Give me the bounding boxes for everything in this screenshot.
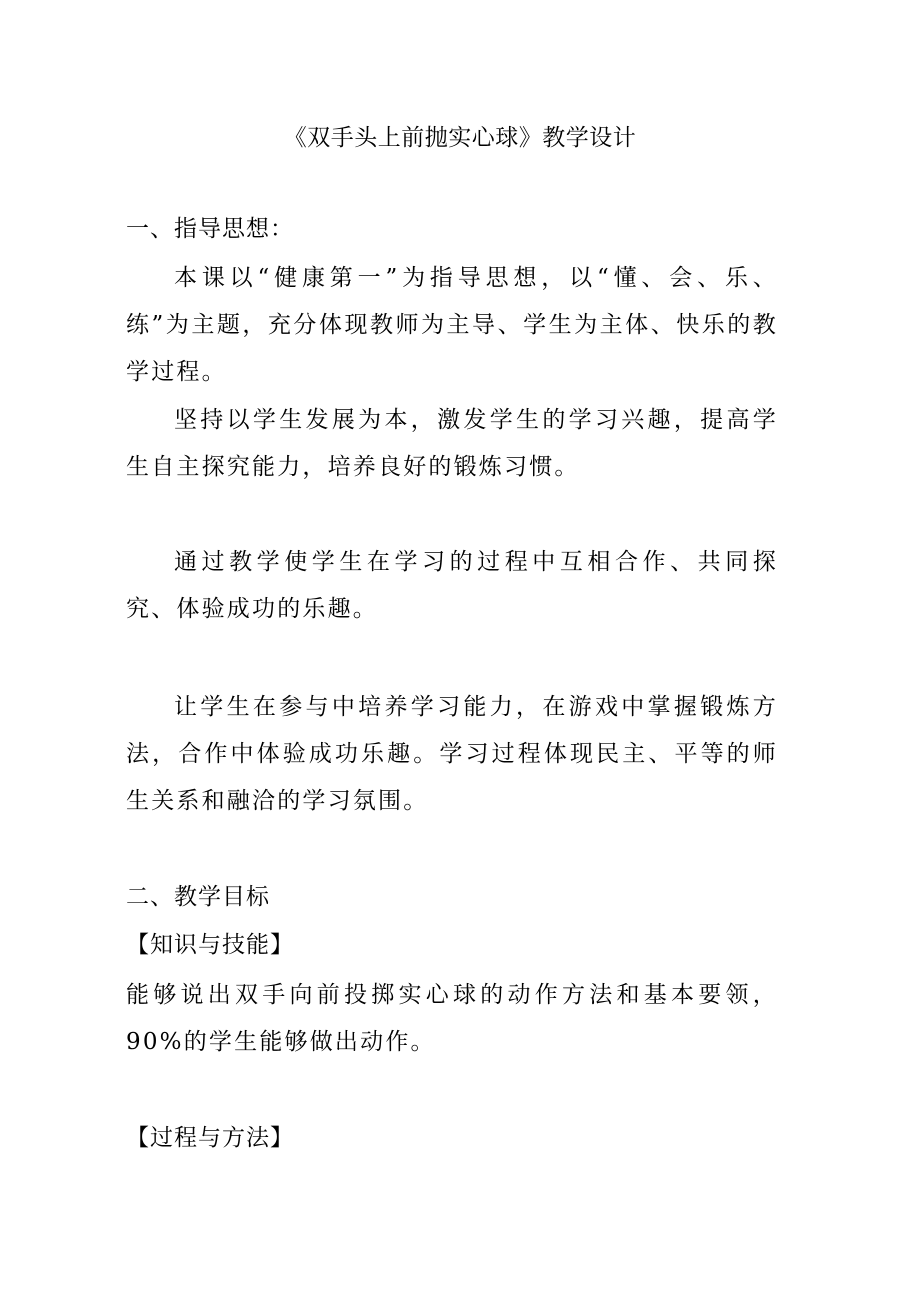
section-heading-guiding-ideology: 一、指导思想： <box>126 216 294 242</box>
document-title: 《双手头上前抛实心球》教学设计 <box>283 125 637 151</box>
section-heading-teaching-goals: 二、教学目标 <box>126 884 270 910</box>
paragraph-1: 本课以“健康第一”为指导思想，以“懂、会、乐、练”为主题，充分体现教师为主导、学生为主体、快乐的教学过程。 <box>126 265 778 385</box>
paragraph-2: 坚持以学生发展为本，激发学生的学习兴趣，提高学生自主探究能力，培养良好的锻炼习惯。 <box>126 407 778 480</box>
paragraph-4: 让学生在参与中培养学习能力，在游戏中掌握锻炼方法，合作中体验成功乐趣。学习过程体现民主、平等的师生关系和融洽的学习氛围。 <box>126 694 778 814</box>
paragraph-knowledge-skills: 能够说出双手向前投掷实心球的动作方法和基本要领，90%的学生能够做出动作。 <box>126 982 778 1055</box>
subheading-process-methods: 【过程与方法】 <box>126 1125 294 1151</box>
subheading-knowledge-skills: 【知识与技能】 <box>126 932 294 958</box>
paragraph-3: 通过教学使学生在学习的过程中互相合作、共同探究、体验成功的乐趣。 <box>126 549 778 622</box>
